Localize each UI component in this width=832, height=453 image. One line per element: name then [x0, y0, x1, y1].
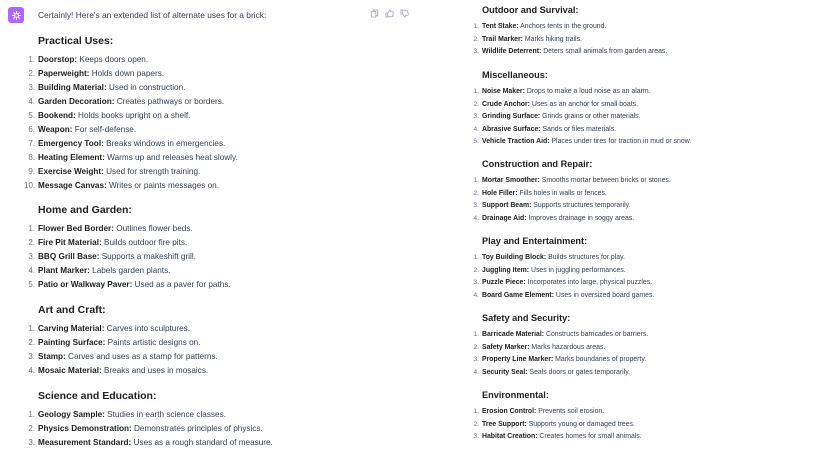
item-term: Tent Stake: [482, 23, 519, 30]
list-item [28, 322, 218, 336]
section-home-and-garden [28, 202, 231, 292]
list-item [28, 67, 238, 81]
item-description: Uses as an anchor for small boats. [529, 100, 638, 108]
item-term: Erosion Control: [482, 408, 537, 415]
list-number: 3. [28, 83, 35, 92]
chat-message-right-pane [466, 0, 832, 453]
list-item [473, 354, 648, 367]
section-heading: Home and Garden: [38, 204, 132, 216]
item-description: Keeps doors open. [77, 55, 149, 64]
item-term: Fire Pit Material: [38, 238, 102, 247]
list-number: 2. [28, 338, 35, 347]
list-number: 3. [28, 438, 35, 447]
list-item [28, 222, 231, 236]
item-term: Flower Bed Border: [38, 224, 114, 233]
item-description: For self-defense. [72, 125, 137, 134]
list-item [473, 86, 691, 99]
item-term: Geology Sample: [38, 410, 105, 419]
list-item [473, 213, 671, 226]
list-number: 5. [28, 111, 35, 120]
list-item [28, 364, 218, 378]
item-term: Juggling Item: [482, 266, 530, 274]
item-description: Constructs barricades or barriers. [544, 331, 649, 338]
item-term: Safety Marker: [482, 343, 530, 351]
list-item [28, 422, 273, 436]
section-practical-uses [24, 33, 238, 193]
list-item [28, 137, 238, 151]
list-number: 3. [473, 279, 479, 286]
list-item [28, 336, 218, 350]
item-description: Places under tires for traction in mud or snow. [549, 138, 692, 145]
item-description: Supports structures temporarily. [531, 202, 631, 209]
item-term: Barricade Material: [482, 331, 545, 338]
item-description: Creates homes for small animals. [537, 433, 642, 440]
numbered-list [28, 322, 218, 378]
list-number: 2. [473, 100, 479, 108]
item-term: Trail Marker: [482, 35, 523, 43]
numbered-list [473, 86, 692, 149]
list-number: 2. [473, 420, 479, 428]
list-number: 2. [473, 189, 479, 197]
item-term: Hole Filler: [482, 189, 518, 197]
list-number: 7. [28, 139, 35, 148]
list-number: 4. [28, 97, 35, 106]
list-number: 3. [473, 48, 479, 55]
list-item [473, 21, 667, 34]
item-term: Physics Demonstration: [38, 424, 132, 433]
item-description: Carves into sculptures. [104, 324, 190, 333]
list-number: 1. [473, 331, 479, 338]
item-description: Anchors tents in the ground. [518, 23, 607, 30]
openai-logo-icon [8, 7, 24, 23]
list-number: 1. [28, 324, 35, 333]
list-number: 4. [473, 368, 479, 376]
list-number: 1. [473, 408, 479, 415]
numbered-list [28, 408, 273, 450]
item-description: Incorporates into large, physical puzzles. [525, 279, 653, 286]
item-description: Used in construction. [106, 83, 186, 92]
list-number: 3. [473, 113, 479, 120]
item-term: Abrasive Surface: [482, 125, 541, 133]
section-heading: Outdoor and Survival: [482, 5, 579, 15]
item-term: Grinding Surface: [482, 113, 541, 120]
item-term: Support Beam: [482, 202, 532, 209]
item-term: Wildlife Deterrent: [482, 48, 542, 55]
section-construction-and-repair [473, 158, 671, 225]
list-number: 9. [28, 167, 35, 176]
list-number: 1. [28, 410, 35, 419]
item-term: Doorstop: [38, 55, 78, 64]
list-number: 1. [28, 224, 35, 233]
list-number: 6. [28, 125, 35, 134]
thumbs-up-icon[interactable] [385, 9, 394, 18]
item-description: Used for strength training. [103, 167, 201, 176]
list-item [473, 111, 691, 124]
item-term: Building Material: [38, 83, 107, 92]
item-description: Breaks windows in emergencies. [103, 139, 226, 148]
item-term: Garden Decoration: [38, 97, 115, 106]
item-description: Paints artistic designs on. [105, 338, 201, 347]
section-heading: Art and Craft: [38, 304, 106, 316]
list-item [473, 136, 692, 149]
list-item [473, 188, 671, 201]
numbered-list [473, 252, 655, 302]
list-item [24, 179, 238, 193]
section-miscellaneous [473, 69, 692, 149]
item-term: Drainage Aid: [482, 214, 527, 222]
item-description: Studies in earth science classes. [104, 410, 226, 419]
item-description: Uses in juggling performances. [529, 266, 626, 274]
section-heading: Science and Education: [38, 390, 157, 402]
item-description: Smooths mortar between bricks or stones. [539, 177, 671, 184]
list-item [473, 419, 642, 432]
item-description: Marks boundaries of property. [553, 356, 647, 363]
list-item [28, 151, 238, 165]
item-description: Marks hiking trails. [522, 35, 582, 43]
list-item [28, 264, 231, 278]
list-item [473, 367, 648, 380]
item-term: Property Line Marker: [482, 356, 554, 363]
item-description: Creates pathways or borders. [114, 97, 225, 106]
item-description: Used as a paver for paths. [132, 280, 231, 289]
item-term: BBQ Grill Base: [38, 252, 100, 261]
list-item [473, 277, 654, 290]
list-item [473, 99, 691, 112]
item-term: Tree Support: [482, 420, 527, 428]
numbered-list [473, 21, 668, 59]
list-number: 1. [473, 254, 479, 261]
list-item [28, 123, 238, 137]
list-number: 3. [28, 252, 35, 261]
item-description: Grinds grains or other materials. [540, 113, 641, 120]
numbered-list [473, 406, 642, 444]
list-item [28, 250, 231, 264]
list-item [28, 278, 231, 292]
item-term: Stamp: [38, 352, 66, 361]
assistant-intro-text: Certainly! Here's an extended list of alternate uses for a brick: [38, 10, 267, 20]
item-term: Plant Marker: [38, 266, 90, 275]
item-term: Heating Element: [38, 153, 105, 162]
list-number: 2. [28, 238, 35, 247]
message-actions [370, 9, 409, 18]
item-description: Drops to make a loud noise as an alarm. [524, 88, 651, 95]
section-environmental [473, 389, 642, 444]
numbered-list [473, 175, 671, 225]
item-description: Sands or files materials. [540, 125, 617, 133]
list-item [473, 34, 667, 47]
list-number: 4. [473, 291, 479, 299]
item-description: Seals doors or gates temporarily. [527, 368, 631, 376]
list-item [473, 329, 649, 342]
item-term: Crude Anchor: [482, 100, 530, 108]
section-heading: Practical Uses: [38, 35, 114, 47]
list-item [28, 81, 238, 95]
item-description: Uses as a rough standard of measure. [131, 438, 273, 447]
list-number: 2. [28, 424, 35, 433]
list-number: 4. [28, 266, 35, 275]
list-number: 4. [473, 214, 479, 222]
item-description: Labels garden plants. [89, 266, 171, 275]
item-term: Patio or Walkway Paver: [38, 280, 133, 289]
list-number: 2. [473, 35, 479, 43]
list-item [473, 200, 671, 213]
list-number: 10. [24, 181, 36, 190]
list-number: 4. [28, 366, 35, 375]
section-art-and-craft [28, 302, 218, 378]
item-term: Board Game Element: [482, 291, 554, 299]
section-outdoor-and-survival [473, 4, 668, 59]
item-description: Writes or paints messages on. [106, 181, 219, 190]
item-term: Habitat Creation: [482, 433, 538, 440]
list-item [28, 350, 218, 364]
list-number: 5. [473, 138, 479, 145]
list-item [473, 252, 654, 265]
item-term: Vehicle Traction Aid: [482, 138, 550, 145]
item-term: Carving Material: [38, 324, 105, 333]
item-description: Supports young or damaged trees. [526, 420, 635, 428]
list-number: 2. [28, 69, 35, 78]
section-heading: Construction and Repair: [482, 159, 593, 169]
section-science-and-education [28, 388, 273, 450]
item-term: Toy Building Block: [482, 254, 547, 261]
list-item [473, 124, 691, 137]
list-number: 8. [28, 153, 35, 162]
section-heading: Play and Entertainment: [482, 236, 588, 246]
item-description: Breaks and uses in mosaics. [101, 366, 209, 375]
list-item [473, 431, 642, 444]
list-number: 3. [473, 433, 479, 440]
item-term: Painting Surface: [38, 338, 106, 347]
copy-icon[interactable] [370, 9, 379, 18]
item-term: Measurement Standard: [38, 438, 132, 447]
item-description: Supports a makeshift grill. [99, 252, 196, 261]
item-term: Puzzle Piece: [482, 279, 526, 286]
list-item [28, 236, 231, 250]
item-term: Message Canvas: [38, 181, 107, 190]
list-number: 1. [473, 177, 479, 184]
list-item [473, 46, 668, 59]
list-item [28, 436, 273, 450]
item-term: Security Seal: [482, 368, 528, 376]
item-description: Marks hazardous areas. [529, 343, 606, 351]
section-heading: Environmental: [482, 390, 549, 400]
list-item [473, 342, 648, 355]
item-description: Warms up and releases heat slowly. [104, 153, 238, 162]
list-item [473, 175, 671, 188]
numbered-list [28, 222, 231, 292]
list-number: 2. [473, 266, 479, 274]
section-play-and-entertainment [473, 235, 655, 302]
item-term: Emergency Tool: [38, 139, 104, 148]
list-item [28, 408, 273, 422]
list-number: 3. [473, 202, 479, 209]
item-description: Carves and uses as a stamp for patterns. [65, 352, 218, 361]
item-description: Prevents soil erosion. [536, 408, 605, 415]
list-item [473, 290, 655, 303]
section-safety-and-security [473, 312, 649, 379]
item-description: Uses in oversized board games. [554, 291, 655, 299]
section-heading: Miscellaneous: [482, 70, 548, 80]
list-number: 1. [28, 55, 35, 64]
list-item [28, 95, 238, 109]
thumbs-down-icon[interactable] [400, 9, 409, 18]
item-description: Fills holes in walls or fences. [517, 189, 607, 197]
list-item [473, 265, 654, 278]
list-number: 3. [473, 356, 479, 363]
list-number: 3. [28, 352, 35, 361]
item-term: Mosaic Material: [38, 366, 102, 375]
list-number: 4. [473, 125, 479, 133]
item-description: Holds books upright on a shelf. [75, 111, 191, 120]
item-term: Weapon: [38, 125, 73, 134]
list-number: 1. [473, 88, 479, 95]
list-number: 1. [473, 23, 479, 30]
numbered-list [473, 329, 649, 379]
list-number: 2. [473, 343, 479, 351]
numbered-list [24, 53, 238, 193]
item-description: Builds outdoor fire pits. [101, 238, 188, 247]
item-term: Paperweight: [38, 69, 90, 78]
item-term: Exercise Weight: [38, 167, 104, 176]
list-number: 5. [28, 280, 35, 289]
item-term: Bookend: [38, 111, 76, 120]
item-description: Demonstrates principles of physics. [131, 424, 263, 433]
item-description: Outlines flower beds. [113, 224, 193, 233]
item-description: Holds down papers. [89, 69, 165, 78]
item-description: Deters small animals from garden areas. [541, 48, 668, 55]
list-item [473, 406, 642, 419]
item-description: Improves drainage in soggy areas. [526, 214, 635, 222]
section-heading: Safety and Security: [482, 313, 571, 323]
item-term: Mortar Smoother: [482, 177, 540, 184]
item-term: Noise Maker: [482, 88, 525, 95]
list-item [28, 109, 238, 123]
list-item [28, 53, 238, 67]
list-item [28, 165, 238, 179]
item-description: Builds structures for play. [546, 254, 625, 261]
